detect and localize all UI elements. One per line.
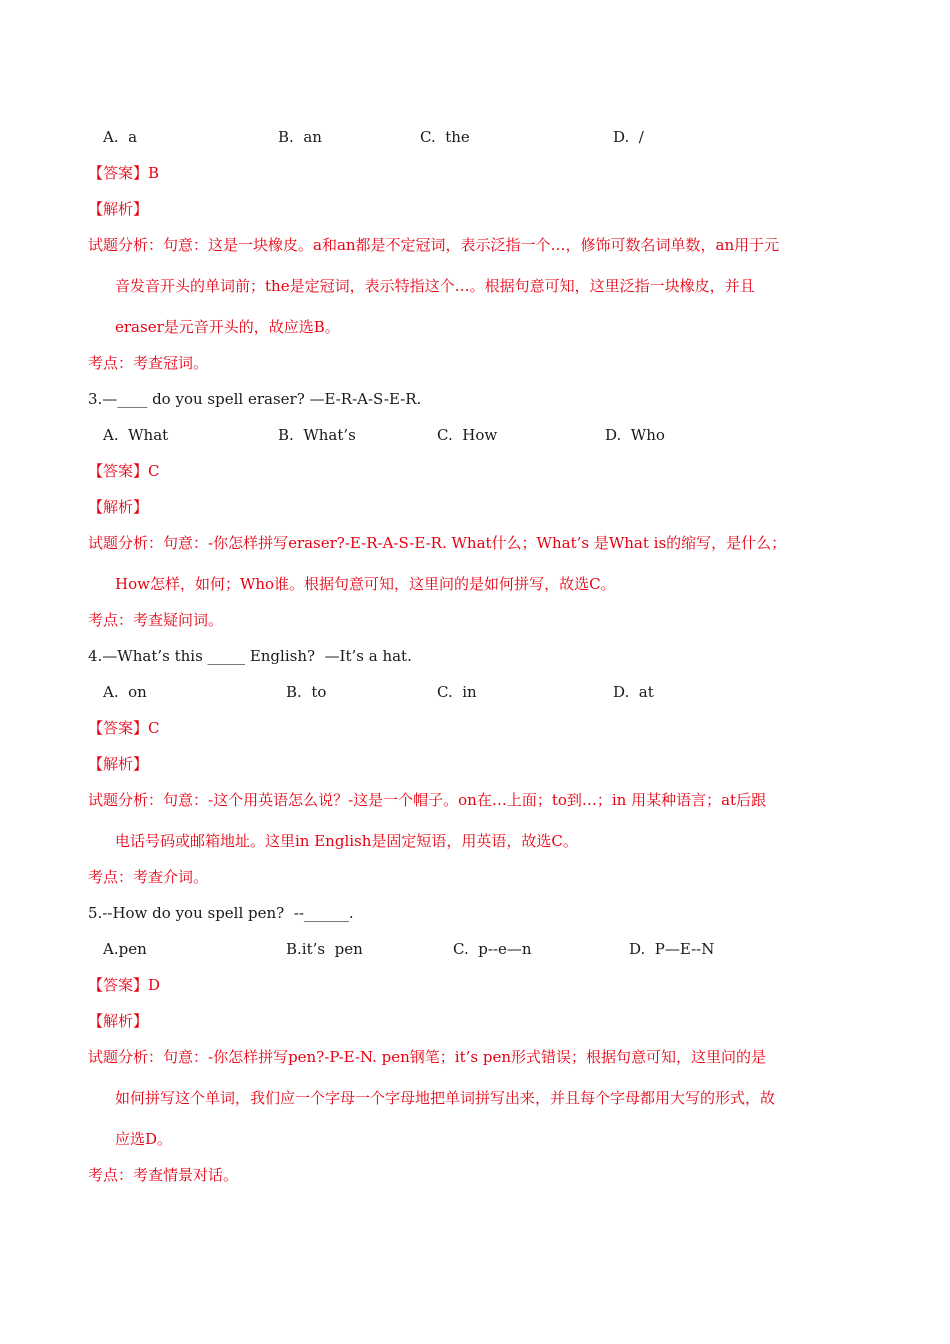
q5-option-d: D. P—E--N bbox=[629, 940, 715, 958]
q2-analysis-line-1: 试题分析：句意：这是一块橡皮。a和an都是不定冠词，表示泛指一个…，修饰可数名词单数，an用于元 bbox=[88, 236, 780, 254]
q5-option-a: A.pen bbox=[103, 940, 147, 958]
q2-analysis-line-3: eraser是元音开头的，故应选B。 bbox=[115, 318, 340, 336]
q5-analysis-line-2: 如何拼写这个单词，我们应一个字母一个字母地把单词拼写出来，并且每个字母都用大写的形式，故 bbox=[115, 1089, 776, 1107]
q4-option-a: A. on bbox=[103, 683, 147, 701]
q2-option-a: A. a bbox=[103, 128, 138, 146]
q3-analysis-label: 【解析】 bbox=[88, 498, 149, 516]
q5-option-c: C. p--e—n bbox=[453, 940, 532, 958]
q2-analysis-line-2: 音发音开头的单词前；the是定冠词，表示特指这个…。根据句意可知，这里泛指一块橡皮，并且 bbox=[115, 277, 755, 295]
q3-analysis-line-1: 试题分析：句意：-你怎样拼写eraser?-E-R-A-S-E-R. What什么；What’s 是What is的缩写，是什么； bbox=[88, 534, 787, 552]
q5-stem: 5.--How do you spell pen? --______. bbox=[88, 904, 354, 922]
q2-point: 考点：考查冠词。 bbox=[88, 354, 209, 372]
q2-analysis-label: 【解析】 bbox=[88, 200, 149, 218]
q2-answer: 【答案】B bbox=[88, 164, 160, 182]
q4-analysis-label: 【解析】 bbox=[88, 755, 149, 773]
q4-point: 考点：考查介词。 bbox=[88, 868, 209, 886]
q4-stem: 4.—What’s this _____ English? —It’s a hat. bbox=[88, 647, 412, 665]
q3-option-d: D. Who bbox=[605, 426, 665, 444]
q3-analysis-line-2: How怎样，如何；Who谁。根据句意可知，这里问的是如何拼写，故选C。 bbox=[115, 575, 616, 593]
q4-option-b: B. to bbox=[286, 683, 327, 701]
q3-option-a: A. What bbox=[103, 426, 169, 444]
q2-option-c: C. the bbox=[420, 128, 470, 146]
q5-answer: 【答案】D bbox=[88, 976, 161, 994]
q5-analysis-line-3: 应选D。 bbox=[115, 1130, 173, 1148]
q3-answer: 【答案】C bbox=[88, 462, 160, 480]
q4-option-c: C. in bbox=[437, 683, 477, 701]
q4-analysis-line-2: 电话号码或邮箱地址。这里in English是固定短语，用英语，故选C。 bbox=[115, 832, 578, 850]
q3-option-b: B. What’s bbox=[278, 426, 356, 444]
q2-option-d: D. / bbox=[613, 128, 644, 146]
q4-analysis-line-1: 试题分析：句意：-这个用英语怎么说？-这是一个帽子。on在…上面；to到…；in 用某种语言；at后跟 bbox=[88, 791, 767, 809]
q2-option-b: B. an bbox=[278, 128, 322, 146]
q5-analysis-label: 【解析】 bbox=[88, 1012, 149, 1030]
q5-option-b: B.it’s pen bbox=[286, 940, 363, 958]
q4-answer: 【答案】C bbox=[88, 719, 160, 737]
q3-option-c: C. How bbox=[437, 426, 498, 444]
q3-point: 考点：考查疑问词。 bbox=[88, 611, 224, 629]
q3-stem: 3.—____ do you spell eraser? —E-R-A-S-E-R. bbox=[88, 390, 422, 408]
q4-option-d: D. at bbox=[613, 683, 654, 701]
q5-point: 考点：考查情景对话。 bbox=[88, 1166, 239, 1184]
q5-analysis-line-1: 试题分析：句意：-你怎样拼写pen?-P-E-N. pen钢笔；it’s pen形式错误；根据句意可知，这里问的是 bbox=[88, 1048, 766, 1066]
